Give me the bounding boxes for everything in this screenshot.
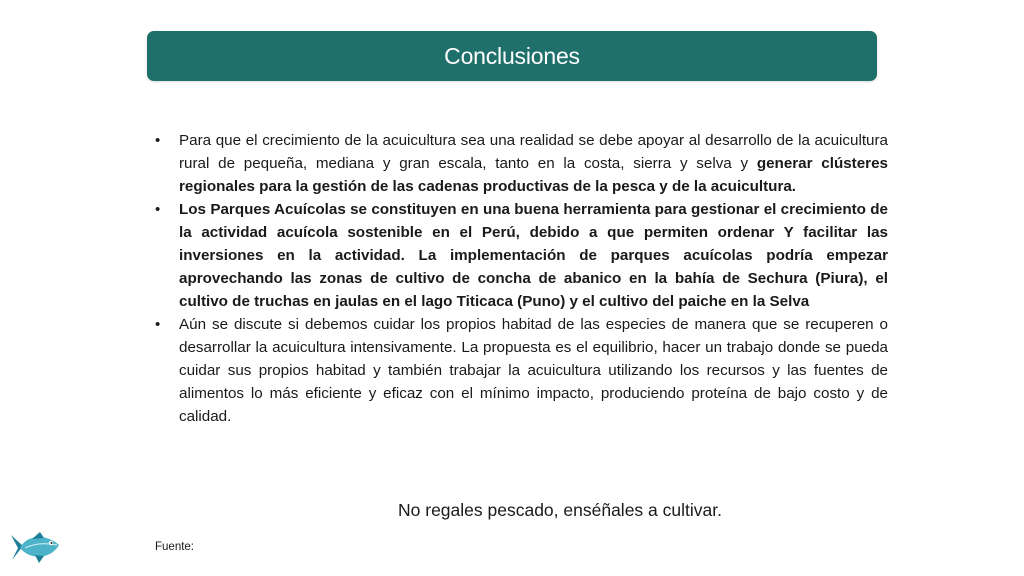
fish-fin-top (32, 532, 44, 539)
fish-pupil (51, 542, 53, 544)
bullet-dot: • (155, 201, 161, 218)
bullet-item (152, 129, 888, 198)
fish-icon (9, 530, 61, 566)
fish-fin-bottom (35, 555, 44, 563)
closing-quote: No regales pescado, enséñales a cultivar. (398, 500, 722, 520)
fish-body (20, 537, 59, 557)
bullet-dot: • (155, 132, 161, 149)
bullet-text-normal: Aún se discute si debemos cuidar los propios habitad de las especies de manera que se recuperen o desarrollar la acuicultura intensivamente. La propuesta es el equilibrio, hacer un trabajo donde se pueda cuidar sus propios habitad y también trabajar la acuicultura utilizando los recursos y las fuentes de alimentos lo más eficiente y eficaz con el mínimo impacto, produciendo proteína de bajo costo y de calidad. (179, 316, 888, 425)
source-label: Fuente: (155, 541, 194, 553)
bullet-text-bold: generar clústeres regionales para la gestión de las cadenas productivas de la pesca y de la acuicultura. (179, 155, 888, 195)
bullet-list (152, 129, 888, 428)
slide-title: Conclusiones (444, 42, 580, 69)
bullet-item (152, 313, 888, 428)
bullet-dot: • (155, 316, 161, 333)
bullet-text-normal: Para que el crecimiento de la acuicultura sea una realidad se debe apoyar al desarrollo de la acuicultura rural de pequeña, mediana y gran escala, tanto en la costa, sierra y selva y (179, 132, 888, 172)
bullet-item (152, 198, 888, 313)
content-area (152, 129, 888, 428)
title-bar (147, 31, 877, 81)
bullet-text-bold: Los Parques Acuícolas se constituyen en una buena herramienta para gestionar el crecimiento de la actividad acuícola sostenible en el Perú, debido a que permiten ordenar Y facilitar las inversiones en la actividad. La implementación de parques acuícolas podría empezar aprovechando las zonas de cultivo de concha de abanico en la bahía de Sechura (Piura), el cultivo de truchas en jaulas en el lago Titicaca (Puno) y el cultivo del paiche en la Selva (179, 201, 888, 310)
